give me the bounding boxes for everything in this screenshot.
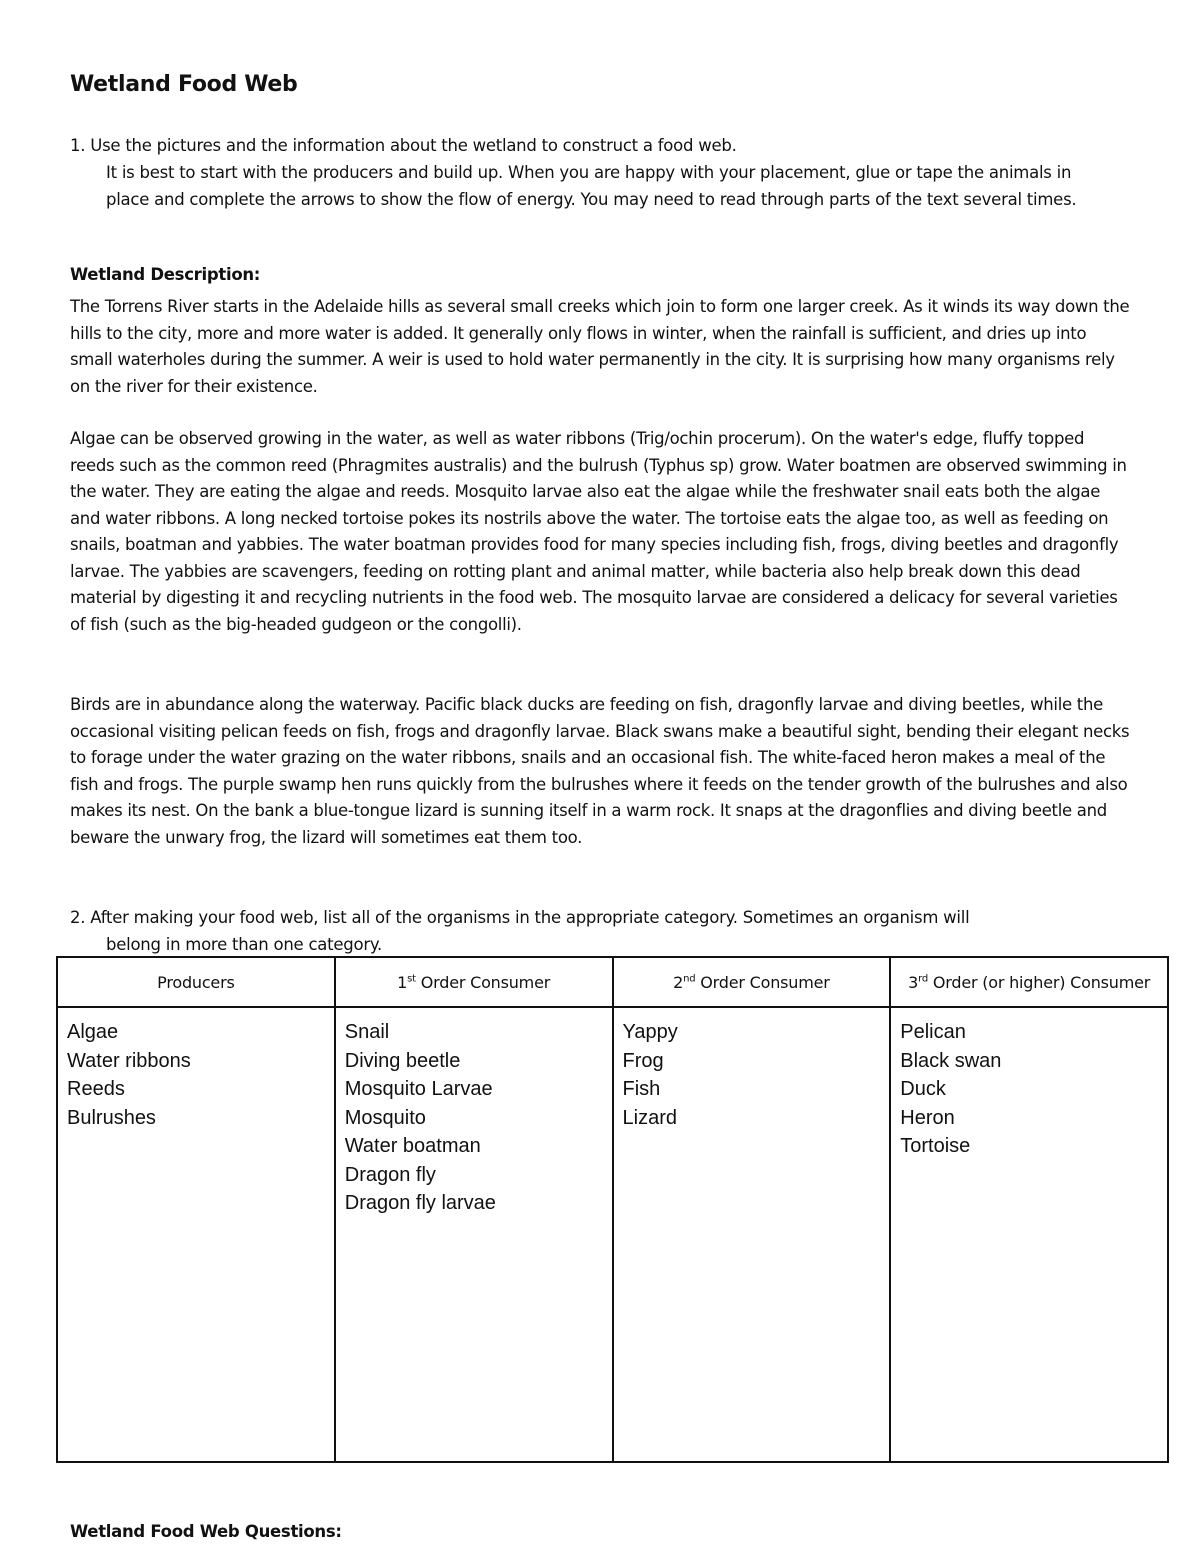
table-header-row <box>57 957 1168 1007</box>
question-2-prompt <box>70 904 1080 958</box>
questions-heading: Wetland Food Web Questions: <box>70 1522 342 1541</box>
list-item: Black swan <box>900 1049 1002 1072</box>
list-item: Dragon fly larvae <box>344 1192 496 1214</box>
table-row <box>57 1007 1168 1462</box>
list-item: Algae <box>67 1021 119 1043</box>
list-item: Mosquito <box>344 1106 426 1129</box>
list-item: Yappy <box>622 1021 678 1043</box>
description-heading: Wetland Description: <box>70 265 261 284</box>
description-paragraph-3: Birds are in abundance along the waterway. Pacific black ducks are feeding on fish, dragonfly larvae and diving beetles, while the occasional visiting pelican feeds on fish, frogs and dragonfly larvae. Black swans make a beautiful sight, bending their elegant necks to forage under the water grazing on the water ribbons, snails and an occasional fish. The white-faced heron makes a meal of the fish and frogs. The purple swamp hen runs quickly from the bulrushes where it feeds on the tender growth of the bulrushes and also makes its nest. On the bank a blue-tongue lizard is sunning itself in a warm rock. It snaps at the dragonflies and diving beetle and beware the unwary frog, the lizard will sometimes eat them too. <box>70 695 1130 847</box>
question-1-number: 1. <box>70 136 86 155</box>
category-table <box>56 956 1169 1463</box>
list-item: Mosquito Larvae <box>344 1078 493 1100</box>
question-1-text: Use the pictures and the information about the wetland to construct a food web. <box>90 136 737 155</box>
list-item: Tortoise <box>900 1135 971 1157</box>
question-1-instructions: It is best to start with the producers and build up. When you are happy with your placement, glue or tape the animals in place and complete the arrows to show the flow of energy. You may need to read through parts of the text several times. <box>106 163 1077 209</box>
header-producers: Producers <box>57 957 335 1007</box>
header-1st-order-consumer: 1st Order Consumer <box>335 957 613 1007</box>
list-item: Water boatman <box>344 1135 481 1157</box>
description-paragraph-2: Algae can be observed growing in the water, as well as water ribbons (Trig/ochin procerum). On the water's edge, fluffy topped reeds such as the common reed (Phragmites australis) and the bulrush (Typhus sp) grow. Water boatmen are observed swimming in the water. They are eating the algae and reeds. Mosquito larvae also eat the algae while the freshwater snail eats both the algae and water ribbons. A long necked tortoise pokes its nostrils above the water. The tortoise eats the algae too, as well as feeding on snails, boatman and yabbies. The water boatman provides food for many species including fish, frogs, diving beetles and dragonfly larvae. The yabbies are scavengers, feeding on rotting plant and animal matter, while bacteria also help break down this dead material by digesting it and recycling nutrients in the food web. The mosquito larvae are considered a delicacy for several varieties of fish (such as the big-headed gudgeon or the congolli). <box>70 429 1127 634</box>
list-item: Frog <box>622 1049 664 1072</box>
list-item: Heron <box>900 1106 955 1129</box>
question-2-line-1: After making your food web, list all of the organisms in the appropriate category. Sometimes an organism will <box>90 908 970 927</box>
list-item: Lizard <box>622 1106 677 1129</box>
list-item: Diving beetle <box>344 1049 461 1072</box>
header-3rd-order-consumer: 3rd Order (or higher) Consumer <box>890 957 1168 1007</box>
description-paragraph-1: The Torrens River starts in the Adelaide hills as several small creeks which join to form one larger creek. As it winds its way down the hills to the city, more and more water is added. It generally only flows in winter, when the rainfall is sufficient, and dries up into small waterholes during the summer. A weir is used to hold water permanently in the city. It is surprising how many organisms rely on the river for their existence. <box>70 297 1130 396</box>
list-item: Pelican <box>900 1021 966 1043</box>
question-1-prompt <box>70 133 737 159</box>
list-item: Water ribbons <box>67 1049 191 1072</box>
third-order-consumer-cell[interactable] <box>890 1007 1168 1462</box>
list-item: Dragon fly <box>344 1163 436 1186</box>
list-item: Snail <box>344 1021 390 1043</box>
list-item: Bulrushes <box>67 1106 156 1129</box>
question-2-line-2: belong in more than one category. <box>106 935 383 954</box>
list-item: Fish <box>622 1078 661 1100</box>
producers-cell[interactable] <box>57 1007 335 1462</box>
list-item: Reeds <box>67 1078 125 1100</box>
list-item: Duck <box>900 1078 946 1100</box>
question-2-number: 2. <box>70 908 86 927</box>
second-order-consumer-cell[interactable] <box>613 1007 891 1462</box>
first-order-consumer-cell[interactable] <box>335 1007 613 1462</box>
header-2nd-order-consumer: 2nd Order Consumer <box>613 957 891 1007</box>
page-title: Wetland Food Web <box>70 72 298 97</box>
